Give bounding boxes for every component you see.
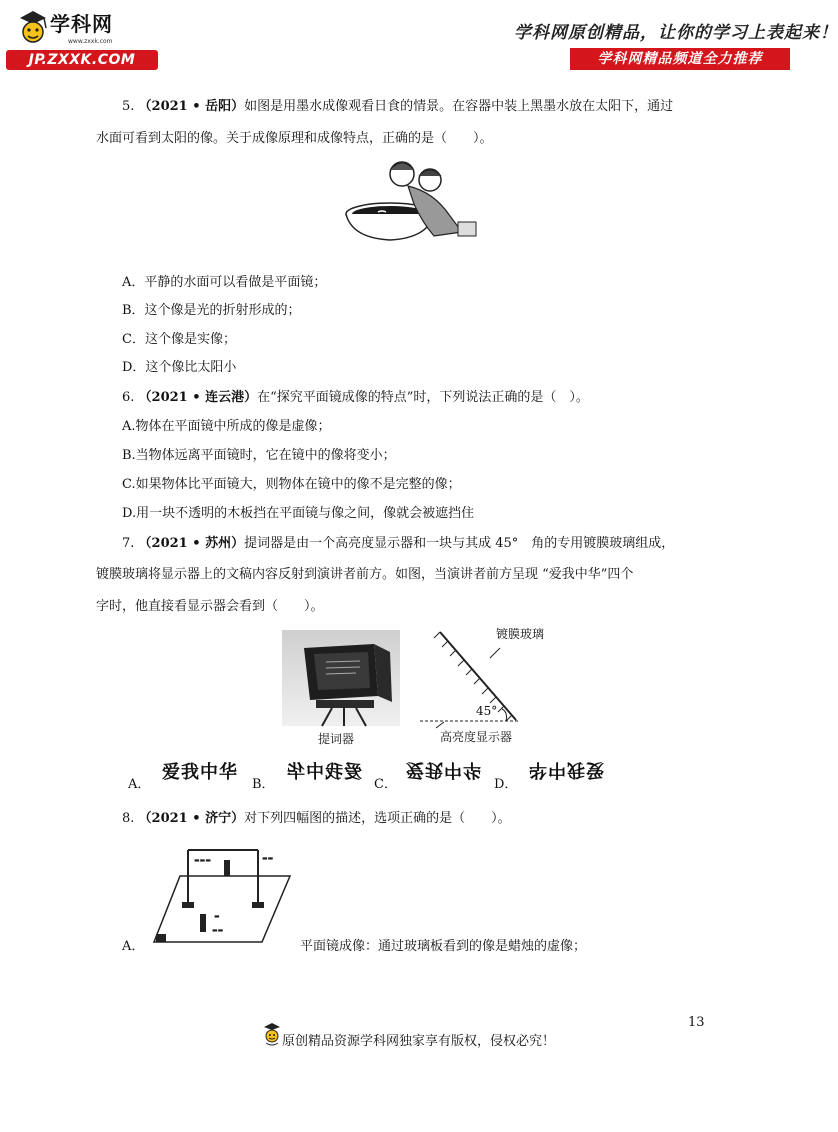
label-monitor: 高亮度显示器 bbox=[440, 730, 513, 744]
q7-stem-1: 提词器是由一个高亮度显示器和一块与其成 45° 角的专用镀膜玻璃组成， bbox=[244, 536, 675, 551]
q8-option-a-text: 平面镜成像：通过玻璃板看到的像是蜡烛的虚像； bbox=[300, 939, 587, 954]
q5-line1 bbox=[122, 98, 673, 116]
q7-option-c-letter: C． bbox=[374, 777, 397, 792]
q5-option-b: B．这个像是光的折射形成的； bbox=[122, 303, 301, 318]
q5-option-d: D．这个像比太阳小 bbox=[122, 360, 237, 375]
footer-copyright: 原创精品资源学科网独家享有版权，侵权必究！ bbox=[282, 1034, 556, 1049]
q7-stem-2: 镀膜玻璃将显示器上的文稿内容反射到演讲者前方。如图，当演讲者前方呈现 “爱我中华”四个 bbox=[96, 567, 634, 582]
q6-stem-text: 在“探究平面镜成像的特点”时，下列说法正确的是（ ）。 bbox=[257, 390, 589, 405]
q6-option-d: D.用一块不透明的木板挡在平面镜与像之间，像就会被遮挡住 bbox=[122, 506, 475, 521]
q5-source-tag: （2021 • 岳阳） bbox=[138, 99, 245, 114]
q5-option-a: A．平静的水面可以看做是平面镜； bbox=[122, 275, 327, 290]
q5-option-c: C．这个像是实像； bbox=[122, 332, 236, 347]
svg-text:▬: ▬ bbox=[214, 913, 220, 920]
q7-stem-3: 字时，他直接看显示器会看到（ ）。 bbox=[96, 599, 324, 614]
q6-stem bbox=[122, 389, 589, 407]
q5-solar-eclipse-figure bbox=[338, 152, 486, 252]
label-angle-45: 45° bbox=[476, 704, 498, 718]
svg-text:▬▬: ▬▬ bbox=[262, 855, 274, 862]
q6-option-b: B.当物体远离平面镜时，它在镜中的像将变小； bbox=[122, 448, 396, 463]
logo-url-small: www.zxxk.com bbox=[68, 38, 113, 45]
footer-mascot-icon bbox=[262, 1020, 282, 1048]
teleprompter-photo bbox=[282, 630, 400, 726]
q6-number: 6. bbox=[122, 390, 135, 405]
q7-option-d-text: 爱我中华 bbox=[528, 759, 604, 780]
q5-stem-2: 水面可看到太阳的像。关于成像原理和成像特点，正确的是（ ）。 bbox=[96, 131, 493, 146]
q5-number: 5. bbox=[122, 99, 135, 114]
svg-text:▬▬: ▬▬ bbox=[212, 927, 224, 934]
recommend-banner: 学科网精品频道全力推荐 bbox=[570, 48, 790, 70]
q8-option-a-letter: A． bbox=[122, 939, 145, 954]
q8-source-tag: （2021 • 济宁） bbox=[138, 811, 245, 826]
label-teleprompter: 提词器 bbox=[318, 732, 355, 746]
page-number: 13 bbox=[688, 1015, 705, 1030]
q7-option-a-text: 爱我中华 bbox=[162, 762, 238, 783]
q7-option-b-text: 爱我中华 bbox=[286, 762, 362, 783]
q5-stem-1: 如图是用墨水成像观看日食的情景。在容器中装上黑墨水放在太阳下，通过 bbox=[244, 99, 674, 114]
q6-source-tag: （2021 • 连云港） bbox=[138, 390, 258, 405]
q8-number: 8. bbox=[122, 811, 135, 826]
logo-badge: JP.ZXXK.COM bbox=[6, 50, 158, 70]
logo-text: 学科网 bbox=[50, 12, 113, 36]
q7-option-a-letter: A． bbox=[128, 777, 151, 792]
q8-stem-text: 对下列四幅图的描述，选项正确的是（ ）。 bbox=[244, 811, 511, 826]
q6-option-a: A.物体在平面镜中所成的像是虚像； bbox=[122, 419, 331, 434]
label-coated-glass: 镀膜玻璃 bbox=[496, 627, 545, 641]
q7-option-b-letter: B． bbox=[252, 777, 275, 792]
q7-option-d-letter: D． bbox=[494, 777, 518, 792]
q8-plane-mirror-figure bbox=[150, 842, 296, 946]
q7-line1 bbox=[122, 535, 674, 553]
mascot-logo-icon bbox=[16, 8, 50, 50]
header-slogan: 学科网原创精品，让你的学习上表起来！ bbox=[514, 23, 838, 43]
q7-number: 7. bbox=[122, 536, 135, 551]
svg-text:▬▬▬: ▬▬▬ bbox=[194, 857, 212, 864]
q8-stem bbox=[122, 810, 511, 828]
q6-option-c: C.如果物体比平面镜大，则物体在镜中的像不是完整的像； bbox=[122, 477, 461, 492]
q7-option-c-text: 爱我中华 bbox=[406, 759, 482, 780]
q7-source-tag: （2021 • 苏州） bbox=[138, 536, 245, 551]
